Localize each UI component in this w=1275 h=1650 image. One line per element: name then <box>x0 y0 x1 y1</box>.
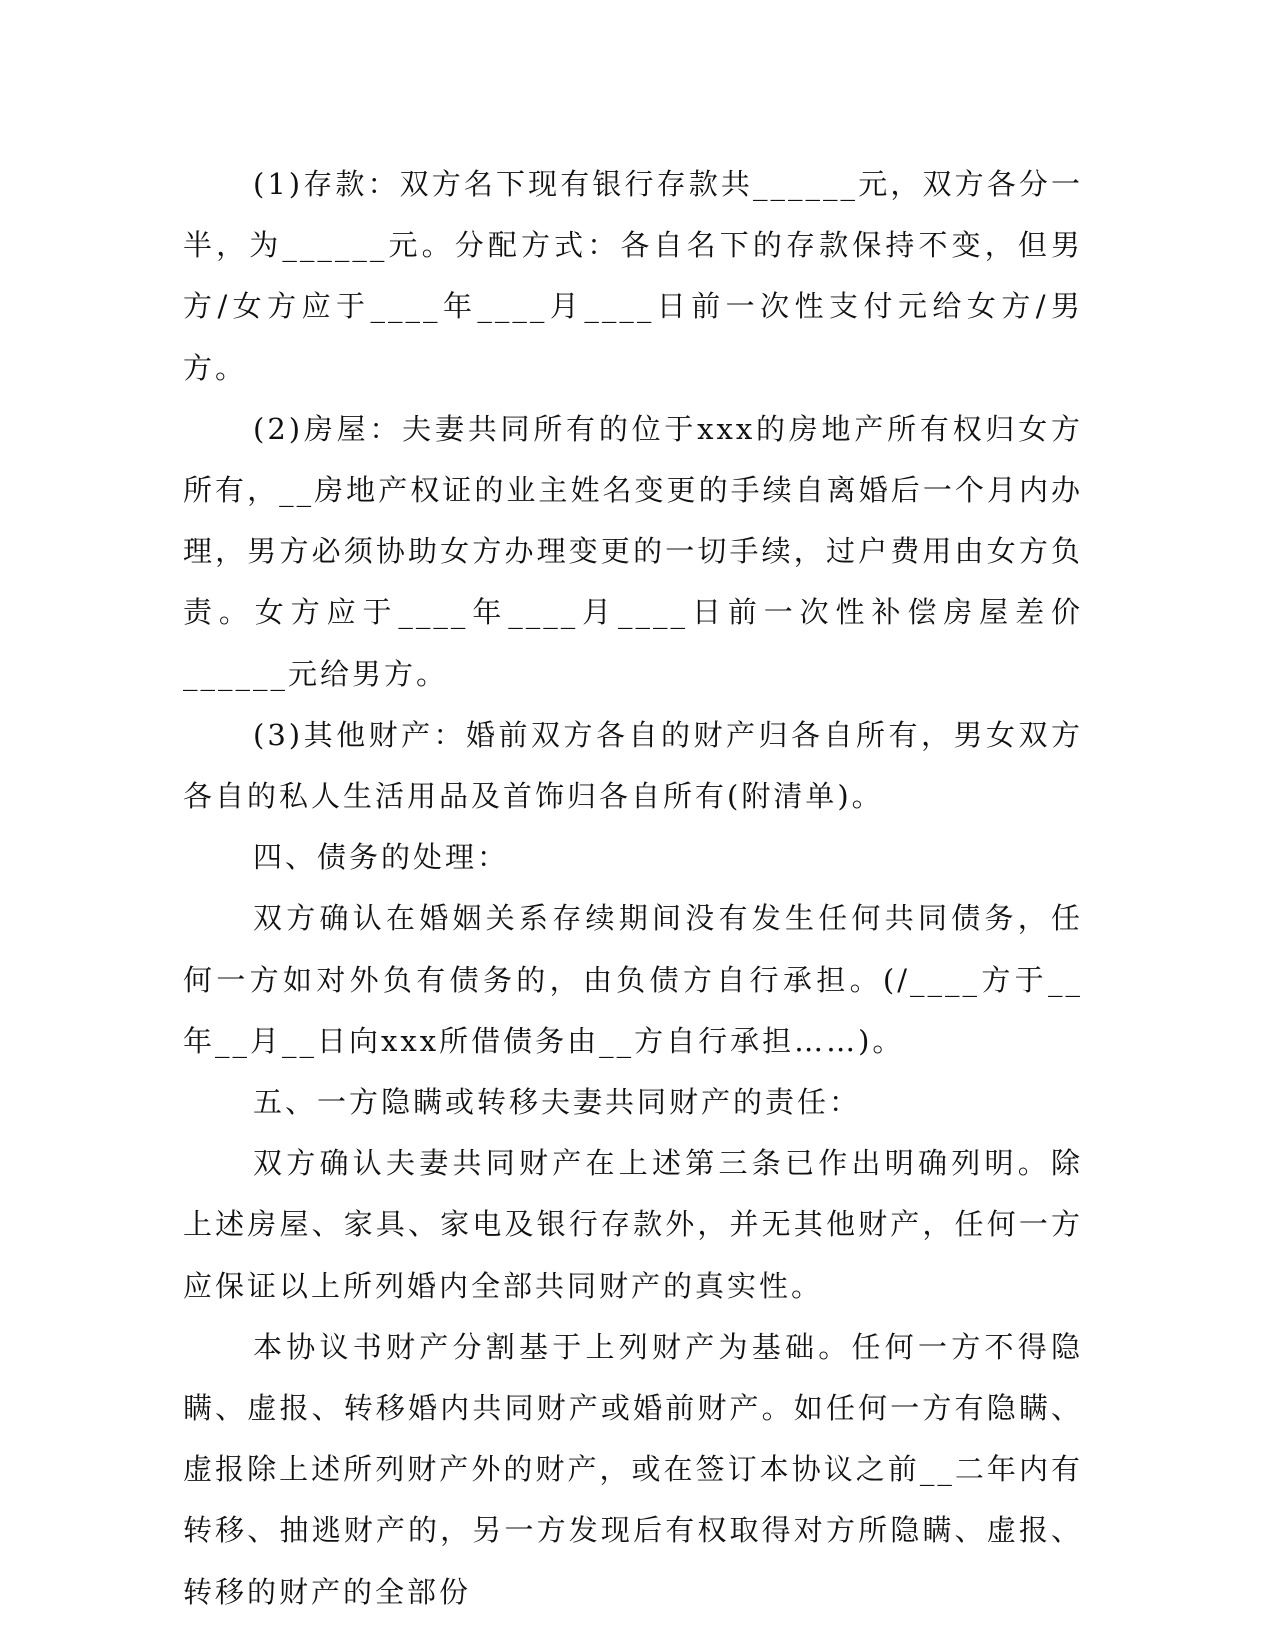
paragraph-other-property: (3)其他财产：婚前双方各自的财产归各自所有，男女双方各自的私人生活用品及首饰归各自所有(附清单)。 <box>183 717 1083 814</box>
paragraph-division-basis: 本协议书财产分割基于上列财产为基础。任何一方不得隐瞒、虚报、转移婚内共同财产或婚前财产。如任何一方有隐瞒、虚报除上述所列财产外的财产，或在签订本协议之前__二年内有转移、抽逃财产的，另一方发现后有权取得对方所隐瞒、虚报、转移的财产的全部份 <box>183 1329 1083 1609</box>
paragraph-deposits: (1)存款：双方名下现有银行存款共______元，双方各分一半，为______元。分配方式：各自名下的存款保持不变，但男方/女方应于____年____月____日前一次性支付元给女方/男方。 <box>183 167 1083 385</box>
paragraph-debts: 双方确认在婚姻关系存续期间没有发生任何共同债务，任何一方如对外负有债务的，由负债方自行承担。(/____方于__年__月__日向xxx所借债务由__方自行承担……)。 <box>183 901 1083 1058</box>
paragraph-house: (2)房屋：夫妻共同所有的位于xxx的房地产所有权归女方所有，__房地产权证的业主姓名变更的手续自离婚后一个月内办理，男方必须协助女方办理变更的一切手续，过户费用由女方负责。女方应于____年____月____日前一次性补偿房屋差价______元给男方。 <box>183 411 1083 691</box>
document-body <box>183 154 1083 1623</box>
section-heading-debts: 四、债务的处理： <box>253 840 510 875</box>
section-heading-concealment: 五、一方隐瞒或转移夫妻共同财产的责任： <box>253 1085 862 1120</box>
paragraph-confirmation: 双方确认夫妻共同财产在上述第三条已作出明确列明。除上述房屋、家具、家电及银行存款外，并无其他财产，任何一方应保证以上所列婚内全部共同财产的真实性。 <box>183 1146 1083 1303</box>
